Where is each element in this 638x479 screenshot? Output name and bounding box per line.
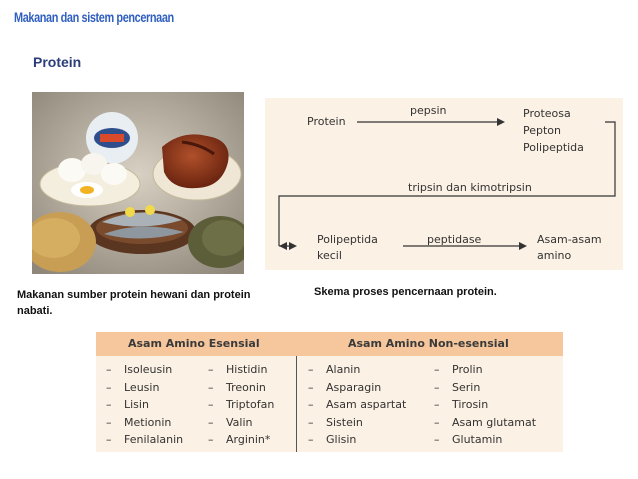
list-item: – Isoleusin [106, 363, 173, 376]
list-item: – Tirosin [434, 398, 489, 412]
enzyme-pepsin: pepsin [410, 104, 447, 117]
table-header-row [96, 332, 563, 356]
list-item: – Metionin [106, 415, 172, 429]
column-divider [296, 356, 297, 452]
product-pepton: Pepton [523, 124, 562, 137]
nonessential-list-1 [308, 361, 406, 449]
end-product-asam-asam: Asam-asam [537, 233, 602, 246]
protein-digestion-diagram [265, 98, 623, 270]
list-item: – Glutamin [434, 433, 503, 447]
photo-caption: Makanan sumber protein hewani dan protein nabati. [17, 289, 251, 317]
list-item: – Arginin* [208, 433, 271, 447]
list-item: – Lisin [106, 398, 149, 412]
amino-acid-table [96, 332, 563, 452]
list-item: – Leusin [106, 380, 160, 394]
list-item: – Sistein [308, 415, 363, 429]
essential-list-1 [106, 361, 183, 449]
header-nonessential: Asam Amino Non-esensial [348, 337, 509, 350]
header-essential: Asam Amino Esensial [128, 337, 260, 350]
list-item: – Serin [434, 380, 481, 394]
list-item: – Prolin [434, 363, 483, 376]
list-item: – Asam glutamat [434, 415, 537, 429]
list-item: – Treonin [208, 380, 266, 394]
list-item: – Histidin [208, 363, 268, 376]
diagram-caption: Skema proses pencernaan protein. [314, 286, 497, 298]
protein-food-photo [32, 92, 244, 274]
list-item: – Asparagin [308, 380, 382, 394]
section-heading: Protein [33, 54, 82, 70]
label-protein: Protein [307, 115, 346, 128]
end-product-amino: amino [537, 249, 572, 262]
product-polipeptida: Polipeptida [523, 141, 584, 154]
slide-title: Makanan dan sistem pencernaan [14, 9, 174, 25]
list-item: – Valin [208, 415, 253, 429]
list-item: – Triptofan [208, 398, 275, 412]
product-proteosa: Proteosa [523, 107, 571, 120]
product-polipeptida-kecil-2: kecil [317, 249, 342, 262]
essential-list-2 [208, 361, 274, 449]
nonessential-list-2 [434, 361, 536, 449]
list-item: – Glisin [308, 433, 357, 447]
enzyme-tripsin-kimotripsin: tripsin dan kimotripsin [408, 181, 532, 194]
product-polipeptida-kecil-1: Polipeptida [317, 233, 378, 246]
list-item: – Fenilalanin [106, 433, 184, 447]
enzyme-peptidase: peptidase [427, 233, 482, 246]
list-item: – Asam aspartat [308, 398, 407, 412]
list-item: – Alanin [308, 363, 361, 376]
